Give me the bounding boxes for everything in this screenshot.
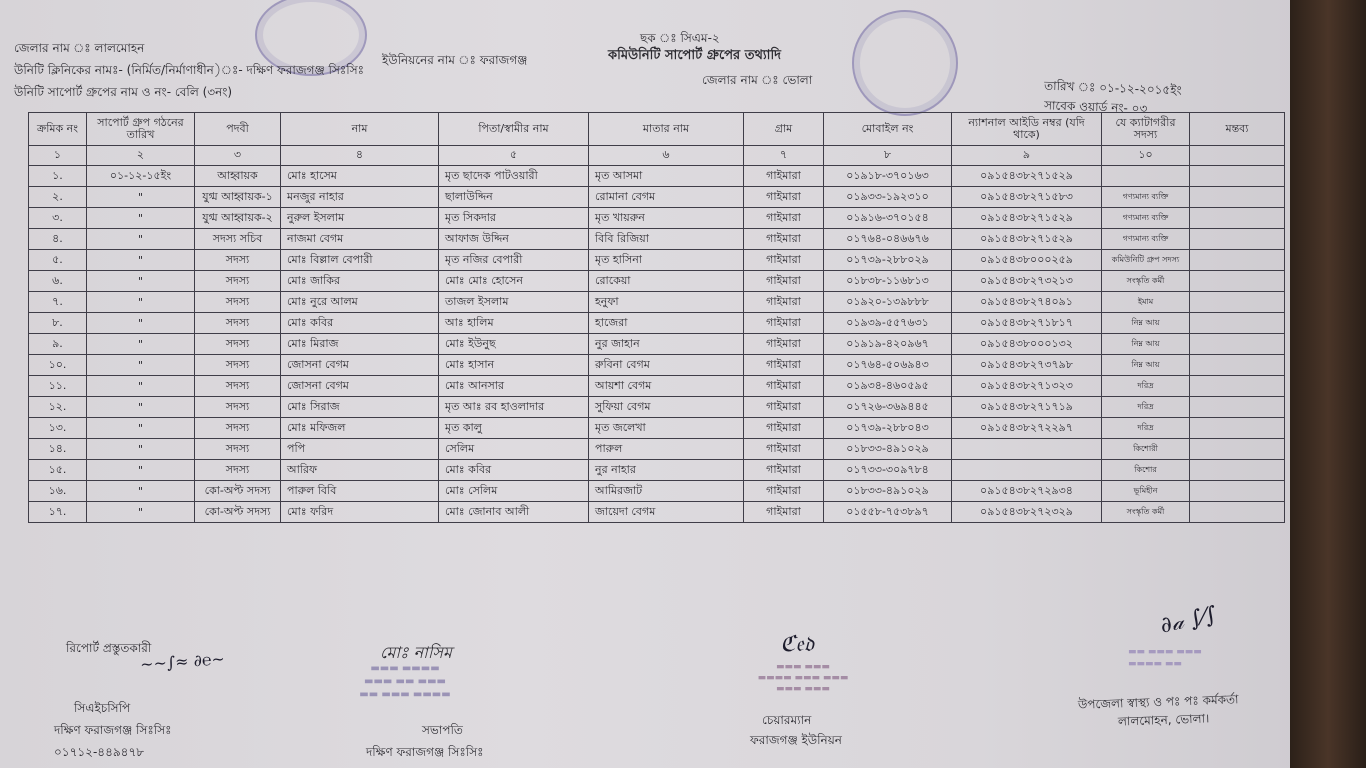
cell-mobile: ০১৭৩৯-২৮৮০২৯ [824, 250, 952, 271]
district-name: জেলার নাম ঃ ভোলা [702, 73, 813, 87]
officer-title: উপজেলা স্বাস্থ্য ও পঃ পঃ কর্মকর্তা [1077, 692, 1239, 712]
cell-national-id: ০৯১৫৪৩৮২৭২৯৩৪ [952, 481, 1102, 502]
column-number: ৭ [744, 146, 824, 166]
cell-category: কমিউনিটি গ্রুপ সদস্য [1102, 250, 1190, 271]
cell-father-name: মৃত কালু [439, 418, 589, 439]
cell-formation-date: " [87, 460, 195, 481]
table-row [29, 271, 1285, 292]
cell-mobile: ০১৭৩৩-৩০৯৭৮৪ [824, 460, 952, 481]
cell-father-name: মোঃ কবির [439, 460, 589, 481]
cell-national-id: ০৯১৫৪৩৮২৭৪০৯১ [952, 292, 1102, 313]
cell-national-id: ০৯১৫৪৩৮২৭১৫২৯ [952, 208, 1102, 229]
column-number: ১ [29, 146, 87, 166]
table-row [29, 334, 1285, 355]
cell-village: গাইমারা [744, 229, 824, 250]
chcp-title: সিএইচসিপি [74, 701, 131, 715]
cell-mother-name: নুর জাহান [589, 334, 744, 355]
cell-mobile: ০১৭২৬-৩৬৯৪৪৫ [824, 397, 952, 418]
cell-mobile: ০১৭৬৪-৫০৬৯৪৩ [824, 355, 952, 376]
cell-designation: কো-অপ্ট সদস্য [195, 481, 281, 502]
cell-national-id: ০৯১৫৪৩৮২৭১৮১৭ [952, 313, 1102, 334]
cell-father-name: সেলিম [439, 439, 589, 460]
cell-category: গণ্যমান্য ব্যক্তি [1102, 187, 1190, 208]
cell-designation: আহ্বায়ক [195, 166, 281, 187]
cell-formation-date: " [87, 355, 195, 376]
cell-formation-date: " [87, 208, 195, 229]
cell-formation-date: " [87, 481, 195, 502]
cell-serial: ৬. [29, 271, 87, 292]
cell-national-id: ০৯১৫৪৩৮২৭১৫২৯ [952, 229, 1102, 250]
cell-mobile: ০১৯১৮-৩৭০১৬৩ [824, 166, 952, 187]
president-clinic: দক্ষিণ ফরাজগঞ্জ সিঃসিঃ [366, 745, 484, 759]
cell-formation-date: " [87, 250, 195, 271]
cell-serial: ১৫. [29, 460, 87, 481]
table-header-row [29, 113, 1285, 146]
cell-mobile: ০১৭৬৪-০৪৬৬৭৬ [824, 229, 952, 250]
cell-mother-name: রোমানা বেগম [589, 187, 744, 208]
cell-mother-name: মৃত জলেখা [589, 418, 744, 439]
cell-designation: সদস্য [195, 313, 281, 334]
cell-serial: ৩. [29, 208, 87, 229]
cell-village: গাইমারা [744, 502, 824, 523]
cell-designation: সদস্য [195, 271, 281, 292]
chairman-union: ফরাজগঞ্জ ইউনিয়ন [750, 733, 842, 747]
table-row [29, 355, 1285, 376]
president-handwritten-name: মোঃ নাসিম [380, 643, 452, 662]
column-header-mother-name: মাতার নাম [589, 113, 744, 146]
cell-name: আরিফ [281, 460, 439, 481]
column-header-village: গ্রাম [744, 113, 824, 146]
cell-father-name: মৃত সিকদার [439, 208, 589, 229]
cell-mother-name: আয়শা বেগম [589, 376, 744, 397]
cell-national-id: ০৯১৫৪৩৮২৭১৩২৩ [952, 376, 1102, 397]
column-number: ২ [87, 146, 195, 166]
cell-mobile: ০১৮৩৩-৪৯১০২৯ [824, 481, 952, 502]
cell-serial: ২. [29, 187, 87, 208]
cell-national-id: ০৯১৫৪৩৮২৭৩২১৩ [952, 271, 1102, 292]
cell-mother-name: সুফিয়া বেগম [589, 397, 744, 418]
cell-designation: কো-অপ্ট সদস্য [195, 502, 281, 523]
cell-remarks [1190, 439, 1285, 460]
cell-father-name: মৃত ছাদেক পাটওয়ারী [439, 166, 589, 187]
report-date: তারিখ ঃ ০১-১২-২০১৫ইং [1043, 78, 1182, 98]
cell-remarks [1190, 418, 1285, 439]
cell-formation-date: " [87, 334, 195, 355]
table-row [29, 208, 1285, 229]
cell-formation-date: " [87, 397, 195, 418]
cell-category: ইমাম [1102, 292, 1190, 313]
column-header-category: যে ক্যাটাগরীর সদস্য [1102, 113, 1190, 146]
president-seal: ▬▬▬ ▬▬▬▬ ▬▬▬ ▬▬ ▬▬▬ ▬▬ ▬▬▬ ▬▬▬▬ [359, 663, 451, 700]
cell-mobile: ০১৯৩৩-১৯২৩১০ [824, 187, 952, 208]
cell-mother-name: আমিরজাট [589, 481, 744, 502]
cell-name: নাজমা বেগম [281, 229, 439, 250]
cell-formation-date: " [87, 292, 195, 313]
cell-name: পপি [281, 439, 439, 460]
cell-serial: ৫. [29, 250, 87, 271]
cell-national-id: ০৯১৫৪৩৮২৭১৫২৯ [952, 166, 1102, 187]
cell-mother-name: মৃত হাসিনা [589, 250, 744, 271]
column-number: ৯ [952, 146, 1102, 166]
chairman-title: চেয়ারম্যান [762, 713, 812, 727]
cell-designation: যুগ্ম আহ্বায়ক-১ [195, 187, 281, 208]
cell-village: গাইমারা [744, 208, 824, 229]
column-header-formation-date: সাপোর্ট গ্রুপ গঠনের তারিখ [87, 113, 195, 146]
cell-serial: ১. [29, 166, 87, 187]
column-header-national-id: ন্যাশনাল আইডি নম্বর (যদি থাকে) [952, 113, 1102, 146]
table-row [29, 166, 1285, 187]
cell-remarks [1190, 376, 1285, 397]
table-row [29, 313, 1285, 334]
cell-name: জোসনা বেগম [281, 376, 439, 397]
cell-father-name: আঃ হালিম [439, 313, 589, 334]
cell-mother-name: হাজেরা [589, 313, 744, 334]
cell-father-name: মোঃ সেলিম [439, 481, 589, 502]
cell-remarks [1190, 292, 1285, 313]
cell-father-name: মোঃ ইউনুছ [439, 334, 589, 355]
government-emblem-seal [852, 10, 958, 116]
cell-serial: ৭. [29, 292, 87, 313]
cell-name: মোঃ নুরে আলম [281, 292, 439, 313]
cell-remarks [1190, 166, 1285, 187]
cell-mobile: ০১৫৫৮-৭৫৩৮৯৭ [824, 502, 952, 523]
cell-father-name: মোঃ আনসার [439, 376, 589, 397]
cell-serial: ১০. [29, 355, 87, 376]
cell-remarks [1190, 460, 1285, 481]
cell-mother-name: হনুফা [589, 292, 744, 313]
cell-designation: সদস্য [195, 292, 281, 313]
cell-formation-date: " [87, 376, 195, 397]
cell-formation-date: " [87, 229, 195, 250]
table-row [29, 376, 1285, 397]
cell-national-id: ০৯১৫৪৩৮০০০১৩২ [952, 334, 1102, 355]
cell-name: মোঃ কবির [281, 313, 439, 334]
cell-mobile: ০১৯১৬-৩৭০১৫৪ [824, 208, 952, 229]
column-number: ৬ [589, 146, 744, 166]
cell-father-name: মৃত আঃ রব হাওলাদার [439, 397, 589, 418]
cell-name: মনজুর নাহার [281, 187, 439, 208]
cell-category: নিম্ন আয় [1102, 355, 1190, 376]
cell-formation-date: ০১-১২-১৫ইং [87, 166, 195, 187]
cell-remarks [1190, 187, 1285, 208]
cell-village: গাইমারা [744, 334, 824, 355]
cell-village: গাইমারা [744, 166, 824, 187]
ward-number: সাবেক ওয়ার্ড নং- ০৩ [1043, 98, 1148, 116]
table-row [29, 439, 1285, 460]
chcp-phone: ০১৭১২-৪৪৯৪৭৮ [54, 745, 145, 759]
cell-category: ভূমিহীন [1102, 481, 1190, 502]
cell-serial: ১২. [29, 397, 87, 418]
cell-serial: ৪. [29, 229, 87, 250]
cell-national-id: ০৯১৫৪৩৮২৭২৩২৯ [952, 502, 1102, 523]
cell-village: গাইমারা [744, 355, 824, 376]
column-number: ৩ [195, 146, 281, 166]
cell-category: কিশোরী [1102, 439, 1190, 460]
chcp-signature: ~~∫≈ ∂℮~ [139, 649, 226, 674]
officer-signature: ∂𝒶 ∫⁄∫ [1158, 602, 1220, 639]
cell-national-id [952, 439, 1102, 460]
column-header-father-name: পিতা/স্বামীর নাম [439, 113, 589, 146]
cell-village: গাইমারা [744, 481, 824, 502]
cell-mother-name: পারুল [589, 439, 744, 460]
cell-national-id: ০৯১৫৪৩৮০০০২৫৯ [952, 250, 1102, 271]
cell-mobile: ০১৮৩৮-১১৬৮১৩ [824, 271, 952, 292]
cell-remarks [1190, 502, 1285, 523]
cell-mobile: ০১৭৩৯-২৮৮০৪৩ [824, 418, 952, 439]
cell-category: গণ্যমান্য ব্যক্তি [1102, 229, 1190, 250]
cell-mother-name: মৃত আসমা [589, 166, 744, 187]
cell-category: নিম্ন আয় [1102, 334, 1190, 355]
officer-place: লালমোহন, ভোলা। [1117, 711, 1210, 729]
cell-national-id: ০৯১৫৪৩৮২৭৩৭৯৮ [952, 355, 1102, 376]
cell-national-id: ০৯১৫৪৩৮২৭১৫৮৩ [952, 187, 1102, 208]
column-number: ৮ [824, 146, 952, 166]
cell-designation: সদস্য [195, 376, 281, 397]
table-row [29, 250, 1285, 271]
chcp-clinic: দক্ষিণ ফরাজগঞ্জ সিঃসিঃ [54, 723, 172, 737]
cell-formation-date: " [87, 418, 195, 439]
table-row [29, 418, 1285, 439]
cell-father-name: মোঃ মোঃ হোসেন [439, 271, 589, 292]
table-row [29, 229, 1285, 250]
cell-name: মোঃ হাসেম [281, 166, 439, 187]
cell-national-id: ০৯১৫৪৩৮২৭২২৯৭ [952, 418, 1102, 439]
table-row [29, 481, 1285, 502]
support-group-name: উনিটি সাপোর্ট গ্রুপের নাম ও নং- বেলি (৩নং) [14, 85, 233, 99]
cell-formation-date: " [87, 187, 195, 208]
cell-national-id: ০৯১৫৪৩৮২৭১৭১৯ [952, 397, 1102, 418]
cell-designation: সদস্য [195, 397, 281, 418]
column-header-designation: পদবী [195, 113, 281, 146]
column-number [1190, 146, 1285, 166]
cell-remarks [1190, 271, 1285, 292]
cell-village: গাইমারা [744, 460, 824, 481]
column-number: ১০ [1102, 146, 1190, 166]
cell-mobile: ০১৯২০-১৩৯৮৮৮ [824, 292, 952, 313]
cell-village: গাইমারা [744, 313, 824, 334]
cell-village: গাইমারা [744, 187, 824, 208]
table-body [29, 113, 1285, 523]
table-row [29, 187, 1285, 208]
cell-mobile: ০১৯৩৯-৫৫৭৬৩১ [824, 313, 952, 334]
form-title: কমিউনিটি সাপোর্ট গ্রুপের তথ্যাদি [608, 48, 781, 63]
cell-name: মোঃ ফরিদ [281, 502, 439, 523]
chairman-signature: ℭ𝔢𝔡 [780, 632, 814, 657]
cell-remarks [1190, 334, 1285, 355]
officer-seal: ▬▬ ▬▬▬ ▬▬▬ ▬▬▬▬ ▬▬ [1128, 647, 1202, 669]
cell-village: গাইমারা [744, 376, 824, 397]
cell-serial: ১১. [29, 376, 87, 397]
cell-father-name: ছালাউদ্দিন [439, 187, 589, 208]
cell-category: সংস্কৃতি কর্মী [1102, 502, 1190, 523]
cell-remarks [1190, 250, 1285, 271]
cell-mother-name: জায়েদা বেগম [589, 502, 744, 523]
cell-designation: যুগ্ম আহ্বায়ক-২ [195, 208, 281, 229]
cell-formation-date: " [87, 313, 195, 334]
cell-serial: ১৬. [29, 481, 87, 502]
cell-remarks [1190, 481, 1285, 502]
cell-name: মোঃ মফিজল [281, 418, 439, 439]
cell-mobile: ০১৮৩৩-৪৯১০২৯ [824, 439, 952, 460]
cell-father-name: মোঃ হাসান [439, 355, 589, 376]
cell-name: জোসনা বেগম [281, 355, 439, 376]
cell-remarks [1190, 208, 1285, 229]
column-header-name: নাম [281, 113, 439, 146]
cell-village: গাইমারা [744, 439, 824, 460]
cell-designation: সদস্য [195, 439, 281, 460]
cell-serial: ৯. [29, 334, 87, 355]
form-code: ছক ঃ সিএম-২ [640, 31, 720, 45]
cell-father-name: মৃত নজির বেপারী [439, 250, 589, 271]
cell-category: দরিদ্র [1102, 376, 1190, 397]
cell-name: মোঃ জাকির [281, 271, 439, 292]
cell-category [1102, 166, 1190, 187]
cell-father-name: তাজল ইসলাম [439, 292, 589, 313]
cell-name: মোঃ বিল্লাল বেপারী [281, 250, 439, 271]
column-header-remarks: মন্তব্য [1190, 113, 1285, 146]
cell-remarks [1190, 229, 1285, 250]
cell-designation: সদস্য [195, 334, 281, 355]
cell-village: গাইমারা [744, 271, 824, 292]
cell-designation: সদস্য [195, 250, 281, 271]
cell-category: গণ্যমান্য ব্যক্তি [1102, 208, 1190, 229]
cell-serial: ১৩. [29, 418, 87, 439]
cell-village: গাইমারা [744, 250, 824, 271]
cell-formation-date: " [87, 271, 195, 292]
support-group-table [28, 112, 1285, 523]
prepared-by-label: রিপোর্ট প্রস্তুতকারী [66, 641, 152, 655]
cell-name: মোঃ মিরাজ [281, 334, 439, 355]
clinic-name: উনিটি ক্লিনিকের নামঃ- (নির্মিত/নির্মাণাধীন)ঃ- দক্ষিণ ফরাজগঞ্জ সিঃসিঃ [14, 63, 365, 77]
cell-designation: সদস্য [195, 355, 281, 376]
cell-designation: সদস্য সচিব [195, 229, 281, 250]
cell-category: কিশোর [1102, 460, 1190, 481]
cell-village: গাইমারা [744, 418, 824, 439]
cell-category: দরিদ্র [1102, 418, 1190, 439]
cell-remarks [1190, 313, 1285, 334]
cell-serial: ১৭. [29, 502, 87, 523]
chairman-seal: ▬▬▬ ▬▬▬ ▬▬▬▬ ▬▬▬ ▬▬▬ ▬▬▬ ▬▬▬ [757, 662, 849, 694]
cell-mobile: ০১৯৩৪-৪৬০৫৯৫ [824, 376, 952, 397]
cell-national-id [952, 460, 1102, 481]
cell-designation: সদস্য [195, 418, 281, 439]
table-row [29, 397, 1285, 418]
table-row [29, 460, 1285, 481]
president-title: সভাপতি [422, 723, 463, 737]
cell-serial: ১৪. [29, 439, 87, 460]
cell-mother-name: নুর নাহার [589, 460, 744, 481]
cell-village: গাইমারা [744, 292, 824, 313]
cell-designation: সদস্য [195, 460, 281, 481]
cell-mother-name: রুবিনা বেগম [589, 355, 744, 376]
cell-mother-name: বিবি রিজিয়া [589, 229, 744, 250]
cell-father-name: মোঃ জোনাব আলী [439, 502, 589, 523]
cell-village: গাইমারা [744, 397, 824, 418]
table-row [29, 292, 1285, 313]
cell-formation-date: " [87, 439, 195, 460]
upazila-name: জেলার নাম ঃ লালমোহন [14, 41, 145, 55]
cell-category: নিম্ন আয় [1102, 313, 1190, 334]
column-header-mobile: মোবাইল নং [824, 113, 952, 146]
cell-category: দরিদ্র [1102, 397, 1190, 418]
cell-formation-date: " [87, 502, 195, 523]
union-name: ইউনিয়নের নাম ঃ ফরাজগঞ্জ [382, 53, 528, 67]
column-header-serial: ক্রমিক নং [29, 113, 87, 146]
cell-name: পারুল বিবি [281, 481, 439, 502]
cell-category: সংস্কৃতি কর্মী [1102, 271, 1190, 292]
column-number: ৪ [281, 146, 439, 166]
cell-father-name: আফাজ উদ্দিন [439, 229, 589, 250]
wooden-table-background [1290, 0, 1366, 768]
cell-name: নুরুল ইসলাম [281, 208, 439, 229]
column-number: ৫ [439, 146, 589, 166]
cell-remarks [1190, 355, 1285, 376]
column-number-row [29, 146, 1285, 166]
cell-remarks [1190, 397, 1285, 418]
cell-serial: ৮. [29, 313, 87, 334]
table-row [29, 502, 1285, 523]
cell-mobile: ০১৯১৯-৪২০৯৬৭ [824, 334, 952, 355]
cell-mother-name: মৃত খায়রুন [589, 208, 744, 229]
cell-mother-name: রোকেয়া [589, 271, 744, 292]
cell-name: মোঃ সিরাজ [281, 397, 439, 418]
